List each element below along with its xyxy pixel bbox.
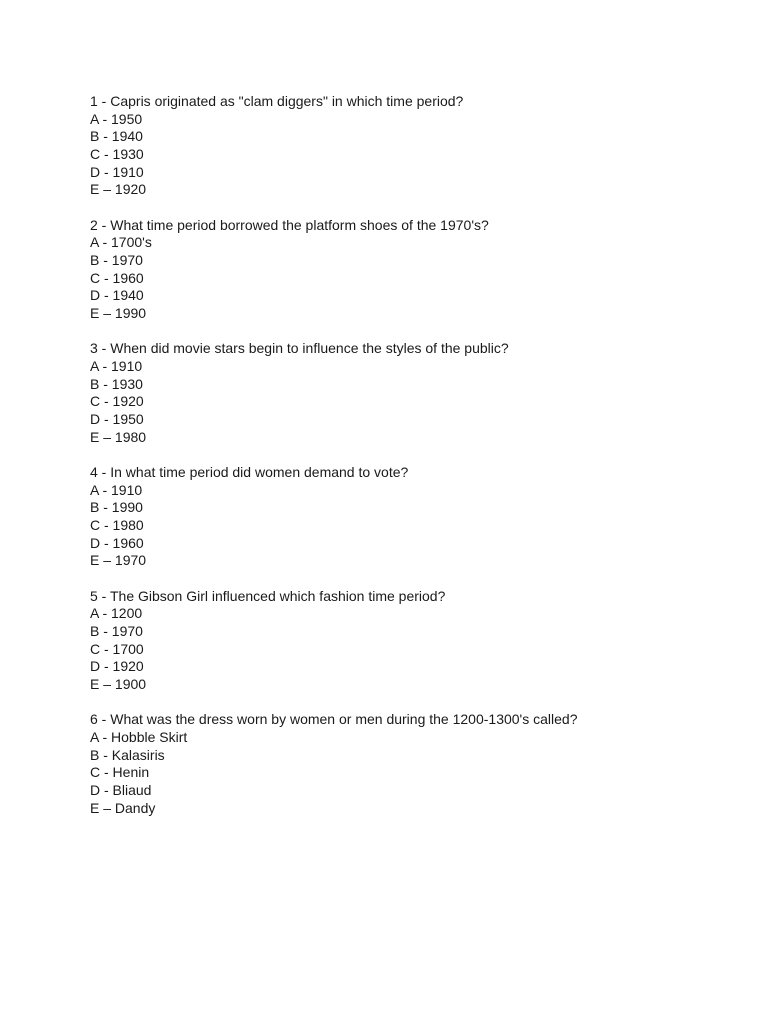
- answer-option: D - 1920: [90, 658, 144, 675]
- answer-option: B - Kalasiris: [90, 746, 165, 763]
- question-block: [90, 217, 730, 323]
- question-text: 6 - What was the dress worn by women or men during the 1200-1300's called?: [90, 711, 578, 728]
- answer-option: E – 1920: [90, 181, 147, 198]
- question-text: 3 - When did movie stars begin to influence the styles of the public?: [90, 340, 509, 357]
- question-block: [90, 588, 730, 694]
- answer-option: B - 1930: [90, 375, 143, 392]
- answer-option: A - 1910: [90, 357, 143, 374]
- quiz-document: [90, 93, 730, 835]
- question-text: 5 - The Gibson Girl influenced which fashion time period?: [90, 587, 446, 604]
- answer-option: D - 1940: [90, 287, 144, 304]
- answer-option: D - Bliaud: [90, 781, 152, 798]
- answer-option: A - 1700's: [90, 234, 152, 251]
- answer-option: E – Dandy: [90, 799, 156, 816]
- answer-option: A - 1910: [90, 481, 143, 498]
- answer-option: D - 1910: [90, 163, 144, 180]
- answer-option: A - Hobble Skirt: [90, 728, 188, 745]
- answer-option: B - 1970: [90, 622, 143, 639]
- answer-option: E – 1990: [90, 305, 147, 322]
- question-block: [90, 464, 730, 570]
- answer-option: D - 1950: [90, 411, 144, 427]
- answer-option: C - 1920: [90, 393, 144, 410]
- answer-option: A - 1200: [90, 605, 143, 622]
- answer-option: B - 1970: [90, 252, 143, 268]
- answer-option: B - 1940: [90, 128, 143, 145]
- answer-option: C - Henin: [90, 764, 150, 781]
- answer-option: C - 1930: [90, 146, 144, 163]
- answer-option: C - 1980: [90, 516, 144, 533]
- question-text: 4 - In what time period did women demand to vote?: [90, 463, 409, 480]
- answer-option: B - 1990: [90, 499, 143, 516]
- answer-option: E – 1900: [90, 675, 147, 692]
- answer-option: C - 1700: [90, 640, 144, 657]
- answer-option: C - 1960: [90, 269, 144, 286]
- question-text: 2 - What time period borrowed the platform shoes of the 1970's?: [90, 216, 489, 233]
- question-block: [90, 340, 730, 446]
- answer-option: D - 1960: [90, 534, 144, 551]
- answer-option: A - 1950: [90, 110, 143, 127]
- question-block: [90, 93, 730, 199]
- answer-option: E – 1980: [90, 428, 147, 445]
- question-block: [90, 711, 730, 817]
- answer-option: E – 1970: [90, 552, 147, 569]
- question-text: 1 - Capris originated as "clam diggers" in which time period?: [90, 93, 464, 109]
